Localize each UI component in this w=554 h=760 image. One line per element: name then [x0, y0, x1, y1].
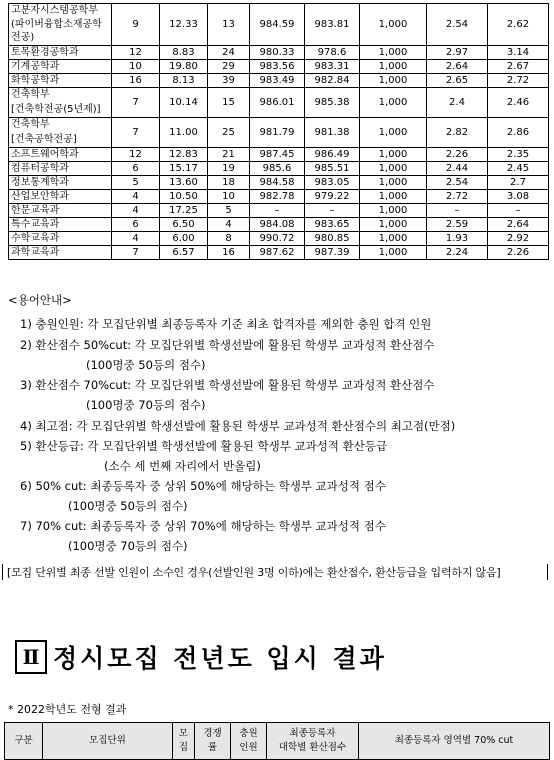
value-cell: 982.84 [305, 74, 360, 88]
table-row [9, 60, 549, 74]
value-cell: 2.86 [488, 118, 549, 148]
glossary-item-2: 2) 환산점수 50%cut: 각 모집단위별 학생선발에 활용된 학생부 교과성적 환산점수 [20, 338, 435, 352]
table-row [9, 118, 549, 148]
department-cell: 수학교육과 [9, 232, 112, 246]
value-cell: 1,000 [360, 204, 427, 218]
table-row [9, 246, 549, 260]
value-cell: 2.82 [427, 118, 488, 148]
value-cell: 985.51 [305, 162, 360, 176]
value-cell: 980.33 [250, 46, 305, 60]
value-cell: 987.45 [250, 148, 305, 162]
value-cell: 983.31 [305, 60, 360, 74]
value-cell: 987.62 [250, 246, 305, 260]
value-cell: 16 [208, 246, 250, 260]
glossary-item-7-note: (100명중 70등의 점수) [68, 539, 188, 553]
value-cell: 984.59 [250, 4, 305, 46]
value-cell: 983.05 [305, 176, 360, 190]
value-cell: 7 [112, 88, 160, 118]
value-cell: 2.7 [488, 176, 549, 190]
value-cell: 2.54 [427, 4, 488, 46]
value-cell: 15.17 [160, 162, 208, 176]
value-cell: 11.00 [160, 118, 208, 148]
department-cell: 컴퓨터공학과 [9, 162, 112, 176]
value-cell: 12 [112, 46, 160, 60]
header-filled: 충원 인원 [231, 723, 267, 760]
value-cell: 2.97 [427, 46, 488, 60]
glossary-item-3-note: (100명중 70등의 점수) [86, 398, 206, 412]
value-cell: 2.45 [488, 162, 549, 176]
value-cell: 1,000 [360, 190, 427, 204]
department-cell: 고분자시스템공학부 (파이버융합소재공학 전공) [9, 4, 112, 46]
value-cell: 990.72 [250, 232, 305, 246]
value-cell: 16 [112, 74, 160, 88]
glossary-item-5: 5) 환산등급: 각 모집단위별 학생선발에 활용된 학생부 교과성적 환산등급 [20, 439, 388, 453]
value-cell: 1.93 [427, 232, 488, 246]
value-cell: 1,000 [360, 232, 427, 246]
results-table [8, 3, 549, 260]
value-cell: 2.26 [427, 148, 488, 162]
value-cell: 2.4 [427, 88, 488, 118]
department-cell: 소프트웨어학과 [9, 148, 112, 162]
value-cell: 982.78 [250, 190, 305, 204]
value-cell: – [427, 204, 488, 218]
value-cell: 17.25 [160, 204, 208, 218]
value-cell: 980.85 [305, 232, 360, 246]
glossary-item-2-note: (100명중 50등의 점수) [86, 358, 206, 372]
value-cell: 18 [208, 176, 250, 190]
value-cell: 4 [112, 204, 160, 218]
value-cell: 7 [112, 118, 160, 148]
value-cell: 24 [208, 46, 250, 60]
table-row [9, 232, 549, 246]
value-cell: 5 [112, 176, 160, 190]
value-cell: 4 [112, 232, 160, 246]
glossary-item-3: 3) 환산점수 70%cut: 각 모집단위별 학생선발에 활용된 학생부 교과성적 환산점수 [20, 378, 435, 392]
value-cell: 7 [112, 246, 160, 260]
value-cell: 2.72 [488, 74, 549, 88]
value-cell: 8 [208, 232, 250, 246]
section-title: 정시모집 전년도 입시 결과 [53, 644, 387, 673]
glossary-heading: <용어안내> [8, 293, 72, 307]
header-division: 구분 [5, 723, 43, 760]
selection-note: [모집 단위별 최종 선발 인원이 소수인 경우(선발인원 3명 이하)에는 환산점수, 환산등급을 입력하지 않음] [2, 564, 548, 580]
value-cell: 10.14 [160, 88, 208, 118]
value-cell: 10 [112, 60, 160, 74]
value-cell: 8.13 [160, 74, 208, 88]
table-row [9, 204, 549, 218]
value-cell: 983.81 [305, 4, 360, 46]
value-cell: 1,000 [360, 148, 427, 162]
value-cell: 1,000 [360, 176, 427, 190]
value-cell: 12 [112, 148, 160, 162]
value-cell: 1,000 [360, 60, 427, 74]
value-cell: 1,000 [360, 88, 427, 118]
value-cell: 2.62 [488, 4, 549, 46]
department-cell: 정보통계학과 [9, 176, 112, 190]
value-cell: 1,000 [360, 46, 427, 60]
value-cell: 1,000 [360, 74, 427, 88]
value-cell: 6 [112, 218, 160, 232]
value-cell: 19.80 [160, 60, 208, 74]
value-cell: 8.83 [160, 46, 208, 60]
department-cell: 건축학부 [건축학전공(5년제)] [9, 88, 112, 118]
value-cell: – [488, 204, 549, 218]
value-cell: 983.56 [250, 60, 305, 74]
value-cell: 2.59 [427, 218, 488, 232]
department-cell: 산업보안학과 [9, 190, 112, 204]
value-cell: 29 [208, 60, 250, 74]
section-heading [15, 639, 387, 675]
value-cell: 981.79 [250, 118, 305, 148]
glossary-item-7: 7) 70% cut: 최종등록자 중 상위 70%에 해당하는 학생부 교과성적 점수 [20, 519, 386, 533]
value-cell: 1,000 [360, 4, 427, 46]
value-cell: 983.65 [305, 218, 360, 232]
value-cell: 986.49 [305, 148, 360, 162]
value-cell: 3.14 [488, 46, 549, 60]
results-2022-table [4, 722, 550, 760]
value-cell: 1,000 [360, 162, 427, 176]
glossary-item-5-note: (소수 세 번째 자리에서 반올림) [104, 459, 261, 473]
value-cell: – [250, 204, 305, 218]
value-cell: 10.50 [160, 190, 208, 204]
value-cell: 10 [208, 190, 250, 204]
header-70cut: 최종등록자 영역별 70% cut [359, 723, 550, 760]
table-caption: * 2022학년도 전형 결과 [8, 703, 127, 716]
glossary-item-6: 6) 50% cut: 최종등록자 중 상위 50%에 해당하는 학생부 교과성적 점수 [20, 479, 386, 493]
value-cell: 19 [208, 162, 250, 176]
header-recruit: 모 집 [173, 723, 195, 760]
value-cell: 6.57 [160, 246, 208, 260]
table-row [9, 218, 549, 232]
value-cell: 2.26 [488, 246, 549, 260]
value-cell: – [305, 204, 360, 218]
value-cell: 12.33 [160, 4, 208, 46]
value-cell: 979.22 [305, 190, 360, 204]
value-cell: 2.92 [488, 232, 549, 246]
value-cell: 2.35 [488, 148, 549, 162]
value-cell: 12.83 [160, 148, 208, 162]
value-cell: 5 [208, 204, 250, 218]
value-cell: 15 [208, 88, 250, 118]
department-cell: 건축학부 [건축공학전공] [9, 118, 112, 148]
department-cell: 토목환경공학과 [9, 46, 112, 60]
department-cell: 기계공학과 [9, 60, 112, 74]
value-cell: 2.64 [427, 60, 488, 74]
value-cell: 4 [208, 218, 250, 232]
value-cell: 1,000 [360, 118, 427, 148]
value-cell: 2.44 [427, 162, 488, 176]
table-row [9, 190, 549, 204]
value-cell: 985.38 [305, 88, 360, 118]
table-row [9, 88, 549, 118]
value-cell: 985.6 [250, 162, 305, 176]
table-row [9, 176, 549, 190]
department-cell: 과학교육과 [9, 246, 112, 260]
value-cell: 21 [208, 148, 250, 162]
department-cell: 한문교육과 [9, 204, 112, 218]
glossary-item-6-note: (100명중 50등의 점수) [68, 499, 188, 513]
value-cell: 3.08 [488, 190, 549, 204]
department-cell: 특수교육과 [9, 218, 112, 232]
value-cell: 984.58 [250, 176, 305, 190]
value-cell: 9 [112, 4, 160, 46]
value-cell: 1,000 [360, 218, 427, 232]
value-cell: 39 [208, 74, 250, 88]
department-cell: 화학공학과 [9, 74, 112, 88]
value-cell: 1,000 [360, 246, 427, 260]
header-rate: 경쟁 률 [195, 723, 231, 760]
value-cell: 13 [208, 4, 250, 46]
glossary-item-4: 4) 최고점: 각 모집단위별 학생선발에 활용된 학생부 교과성적 환산점수의 최고점(만점) [20, 419, 456, 433]
value-cell: 978.6 [305, 46, 360, 60]
value-cell: 983.49 [250, 74, 305, 88]
table-row [9, 46, 549, 60]
value-cell: 6.50 [160, 218, 208, 232]
value-cell: 2.67 [488, 60, 549, 74]
value-cell: 2.65 [427, 74, 488, 88]
section-numeral: Ⅱ [15, 640, 47, 674]
value-cell: 2.72 [427, 190, 488, 204]
table-row [9, 162, 549, 176]
header-unit: 모집단위 [43, 723, 173, 760]
value-cell: 981.38 [305, 118, 360, 148]
table-row [9, 148, 549, 162]
table-row [9, 74, 549, 88]
glossary-item-1: 1) 충원인원: 각 모집단위별 최종등록자 기준 최초 합격자를 제외한 충원 합격 인원 [20, 317, 432, 331]
value-cell: 6.00 [160, 232, 208, 246]
value-cell: 2.54 [427, 176, 488, 190]
value-cell: 13.60 [160, 176, 208, 190]
value-cell: 25 [208, 118, 250, 148]
value-cell: 6 [112, 162, 160, 176]
value-cell: 4 [112, 190, 160, 204]
value-cell: 986.01 [250, 88, 305, 118]
header-final-score: 최종등록자 대학별 환산점수 [267, 723, 359, 760]
value-cell: 987.39 [305, 246, 360, 260]
value-cell: 2.64 [488, 218, 549, 232]
value-cell: 2.46 [488, 88, 549, 118]
table-row [9, 4, 549, 46]
value-cell: 2.24 [427, 246, 488, 260]
value-cell: 984.08 [250, 218, 305, 232]
